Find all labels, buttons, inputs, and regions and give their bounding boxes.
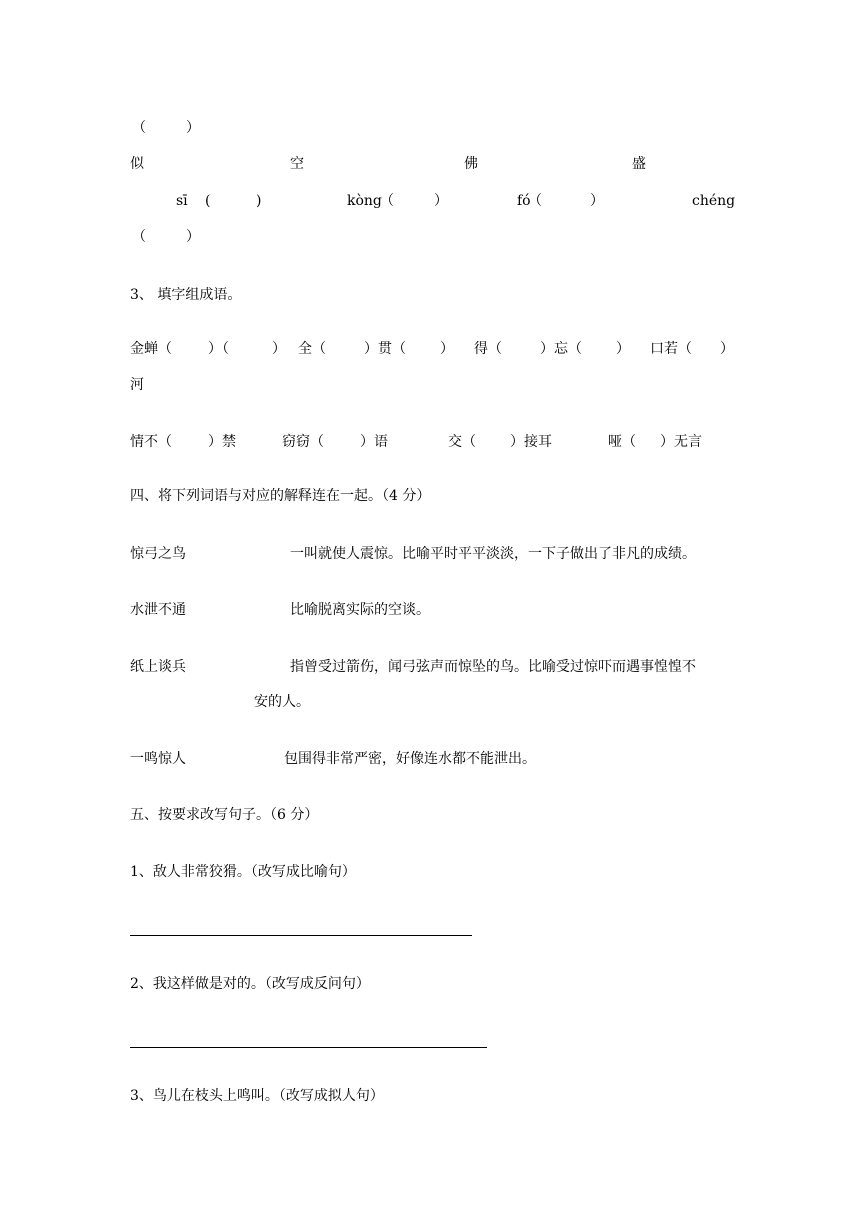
pinyin-si-close: ) — [256, 193, 262, 209]
match-word-3: 纸上谈兵 — [130, 659, 186, 675]
match-word-1: 惊弓之鸟 — [130, 546, 186, 562]
char-kong: 空 — [290, 156, 304, 172]
idiom-kouruo-2: ） — [720, 341, 734, 357]
idiom-jiao-2: ）接耳 — [510, 434, 552, 450]
paren-open: （ — [132, 120, 146, 136]
idiom-qieqie-2: ）语 — [360, 434, 388, 450]
pinyin-cheng: chéng — [692, 193, 736, 209]
rewrite-1: 1、敌人非常狡猾。（改写成比喻句） — [130, 864, 356, 880]
match-meaning-3: 指曾受过箭伤，闻弓弦声而惊坠的鸟。比喻受过惊吓而遇事惶惶不 — [290, 659, 696, 675]
match-meaning-2: 比喻脱离实际的空谈。 — [290, 602, 430, 618]
pinyin-si-open: ( — [205, 193, 211, 209]
answer-line-2[interactable] — [130, 1047, 487, 1048]
idiom-wrap-he: 河 — [130, 377, 144, 393]
pinyin-fo-open: （ — [528, 193, 542, 209]
match-meaning-3-cont: 安的人。 — [254, 694, 310, 710]
rewrite-3: 3、鸟儿在枝头上鸣叫。（改写成拟人句） — [130, 1088, 384, 1104]
idiom-de-3: ） — [616, 341, 630, 357]
idiom-de-2: ）忘（ — [540, 341, 582, 357]
answer-line-1[interactable] — [130, 935, 472, 936]
pinyin-si: sī — [176, 193, 188, 209]
idiom-jinchan-2: ）（ — [208, 341, 229, 357]
q3-title: 3、 填字组成语。 — [130, 287, 242, 303]
paren-open-2: （ — [132, 229, 146, 245]
pinyin-kong: kòng — [347, 193, 382, 209]
pinyin-fo-close: ） — [590, 193, 604, 209]
pinyin-kong-close: ） — [434, 193, 448, 209]
rewrite-2: 2、我这样做是对的。（改写成反问句） — [130, 976, 370, 992]
char-si: 似 — [130, 156, 144, 172]
pinyin-kong-open: （ — [380, 193, 394, 209]
idiom-de-1: 得（ — [474, 341, 502, 357]
idiom-kouruo-1: 口若（ — [650, 341, 692, 357]
match-meaning-1: 一叫就使人震惊。比喻平时平平淡淡，一下子做出了非凡的成绩。 — [290, 546, 696, 562]
idiom-quan-1: 全（ — [298, 341, 326, 357]
idiom-qingbu-1: 情不（ — [130, 434, 172, 450]
idiom-quan-3: ） — [440, 341, 454, 357]
idiom-qieqie-1: 窃窃（ — [282, 434, 324, 450]
idiom-quan-2: ）贯（ — [364, 341, 406, 357]
idiom-ya-2: ）无言 — [660, 434, 702, 450]
match-word-2: 水泄不通 — [130, 602, 186, 618]
match-meaning-4: 包围得非常严密，好像连水都不能泄出。 — [284, 751, 536, 767]
paren-close-2: ） — [186, 229, 200, 245]
section5-title: 五、按要求改写句子。（6 分） — [130, 807, 319, 823]
idiom-jiao-1: 交（ — [448, 434, 476, 450]
idiom-qingbu-2: ）禁 — [208, 434, 236, 450]
idiom-ya-1: 哑（ — [608, 434, 636, 450]
char-sheng: 盛 — [632, 156, 646, 172]
match-word-4: 一鸣惊人 — [130, 751, 186, 767]
idiom-jinchan-3: ） — [272, 341, 286, 357]
paren-close: ） — [186, 120, 200, 136]
section4-title: 四、将下列词语与对应的解释连在一起。（4 分） — [130, 488, 431, 504]
char-fo: 佛 — [464, 156, 478, 172]
pinyin-fo: fó — [517, 193, 531, 209]
idiom-jinchan-1: 金蝉（ — [130, 341, 172, 357]
